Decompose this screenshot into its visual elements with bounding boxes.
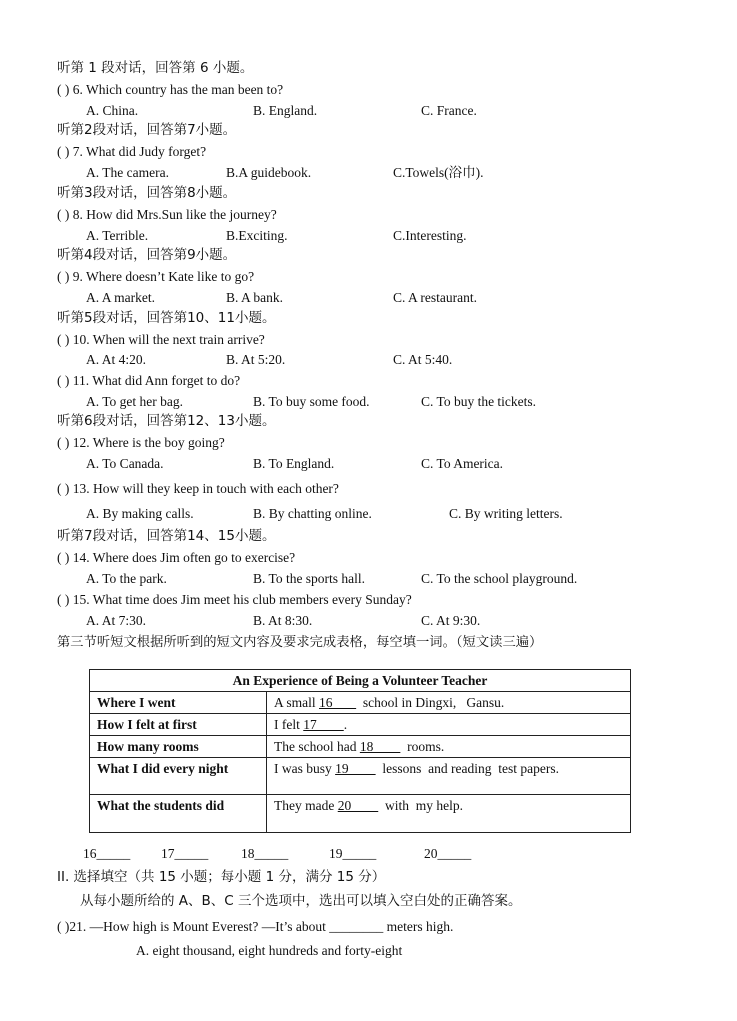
section-header: 听第 1 段对话，回答第 6 小题。 xyxy=(57,60,254,76)
table-row xyxy=(90,736,631,758)
option-c: C. By writing letters. xyxy=(449,506,563,521)
table-row xyxy=(90,795,631,833)
question-stem: ( ) 11. What did Ann forget to do? xyxy=(57,373,241,388)
option-b: B. To the sports hall. xyxy=(253,571,366,586)
option-a: A. The camera. xyxy=(86,165,169,180)
part3-header: 第三节听短文根据所听到的短文内容及要求完成表格，每空填一词。（短文读三遍） xyxy=(57,635,543,650)
option-c: C.Interesting. xyxy=(393,228,467,243)
section-header: 听第6段对话，回答第12、13小题。 xyxy=(57,413,276,429)
table-row xyxy=(90,714,631,736)
row-label: How many rooms xyxy=(90,736,267,758)
question-stem: ( ) 12. Where is the boy going? xyxy=(57,435,225,450)
text: A small xyxy=(274,695,320,710)
section-header: 听第7段对话，回答第14、15小题。 xyxy=(57,528,276,544)
option-a: A. A market. xyxy=(86,290,155,305)
option-a: A. At 7:30. xyxy=(86,613,147,628)
option-a: A. eight thousand, eight hundreds and forty-eight xyxy=(136,943,403,958)
option-b: B.A guidebook. xyxy=(226,165,312,180)
row-content xyxy=(267,795,631,833)
question-stem: ( ) 7. What did Judy forget? xyxy=(57,144,207,159)
answer-blank-20[interactable]: 20_____ xyxy=(424,846,472,861)
question-stem: ( )21. —How high is Mount Everest? —It’s about ________ meters high. xyxy=(57,919,454,934)
question-stem: ( ) 14. Where does Jim often go to exercise? xyxy=(57,550,296,565)
answer-blank[interactable]: 19 xyxy=(335,761,376,776)
text: The school had xyxy=(274,739,360,754)
option-b: B. England. xyxy=(253,103,318,118)
row-label: How I felt at first xyxy=(90,714,267,736)
answer-blank[interactable]: 20 xyxy=(337,798,379,813)
text: I was busy xyxy=(274,761,336,776)
table-row xyxy=(90,758,631,795)
row-label: What the students did xyxy=(90,795,267,833)
question-stem: ( ) 15. What time does Jim meet his club members every Sunday? xyxy=(57,592,412,607)
row-content xyxy=(267,736,631,758)
section-header: 听第4段对话，回答第9小题。 xyxy=(57,247,237,263)
answer-blank-18[interactable]: 18_____ xyxy=(241,846,289,861)
option-b: B. At 8:30. xyxy=(253,613,313,628)
question-stem: ( ) 8. How did Mrs.Sun like the journey? xyxy=(57,207,277,222)
question-stem: ( ) 6. Which country has the man been to? xyxy=(57,82,284,97)
row-label: What I did every night xyxy=(90,758,267,795)
option-c: C. A restaurant. xyxy=(393,290,477,305)
option-c: C.Towels(浴巾). xyxy=(393,165,484,180)
text: rooms. xyxy=(400,739,445,754)
answer-blank[interactable]: 18 xyxy=(359,739,401,754)
answer-blank[interactable]: 16 xyxy=(319,695,357,710)
option-b: B.Exciting. xyxy=(226,228,288,243)
row-content xyxy=(267,692,631,714)
option-c: C. At 9:30. xyxy=(421,613,481,628)
text: . xyxy=(343,717,348,732)
option-a: A. To Canada. xyxy=(86,456,164,471)
answer-blank-17[interactable]: 17_____ xyxy=(161,846,209,861)
experience-table xyxy=(89,669,631,833)
option-a: A. By making calls. xyxy=(86,506,194,521)
option-b: B. To England. xyxy=(253,456,335,471)
text: school in Dingxi, Gansu. xyxy=(356,695,505,710)
question-stem: ( ) 9. Where doesn’t Kate like to go? xyxy=(57,269,255,284)
answer-blank[interactable]: 17 xyxy=(303,717,344,732)
answer-blank-19[interactable]: 19_____ xyxy=(329,846,377,861)
row-content xyxy=(267,758,631,795)
table-title: An Experience of Being a Volunteer Teacher xyxy=(90,670,631,692)
option-b: B. A bank. xyxy=(226,290,284,305)
answer-blank-16[interactable]: 16_____ xyxy=(83,846,131,861)
part2-title: II. 选择填空（共 15 小题；每小题 1 分，满分 15 分） xyxy=(57,869,386,885)
option-c: C. France. xyxy=(421,103,477,118)
section-header: 听第5段对话，回答第10、11小题。 xyxy=(57,310,276,326)
option-b: B. To buy some food. xyxy=(253,394,370,409)
question-stem: ( ) 10. When will the next train arrive? xyxy=(57,332,265,347)
row-label: Where I went xyxy=(90,692,267,714)
text: lessons and reading test papers. xyxy=(375,761,559,776)
section-header: 听第3段对话，回答第8小题。 xyxy=(57,185,237,201)
table-row xyxy=(90,692,631,714)
option-c: C. To America. xyxy=(421,456,504,471)
option-c: C. At 5:40. xyxy=(393,352,453,367)
option-a: A. China. xyxy=(86,103,139,118)
text: with my help. xyxy=(378,798,463,813)
section-header: 听第2段对话，回答第7小题。 xyxy=(57,122,237,138)
question-stem: ( ) 13. How will they keep in touch with each other? xyxy=(57,481,339,496)
row-content xyxy=(267,714,631,736)
text: I felt xyxy=(274,717,304,732)
option-a: A. Terrible. xyxy=(86,228,149,243)
option-a: A. At 4:20. xyxy=(86,352,147,367)
option-b: B. At 5:20. xyxy=(226,352,286,367)
option-b: B. By chatting online. xyxy=(253,506,372,521)
part2-instruction: 从每小题所给的 A、B、C 三个选项中，选出可以填入空白处的正确答案。 xyxy=(80,893,522,909)
option-a: A. To get her bag. xyxy=(86,394,184,409)
option-c: C. To buy the tickets. xyxy=(421,394,537,409)
text: They made xyxy=(274,798,338,813)
option-a: A. To the park. xyxy=(86,571,167,586)
option-c: C. To the school playground. xyxy=(421,571,578,586)
